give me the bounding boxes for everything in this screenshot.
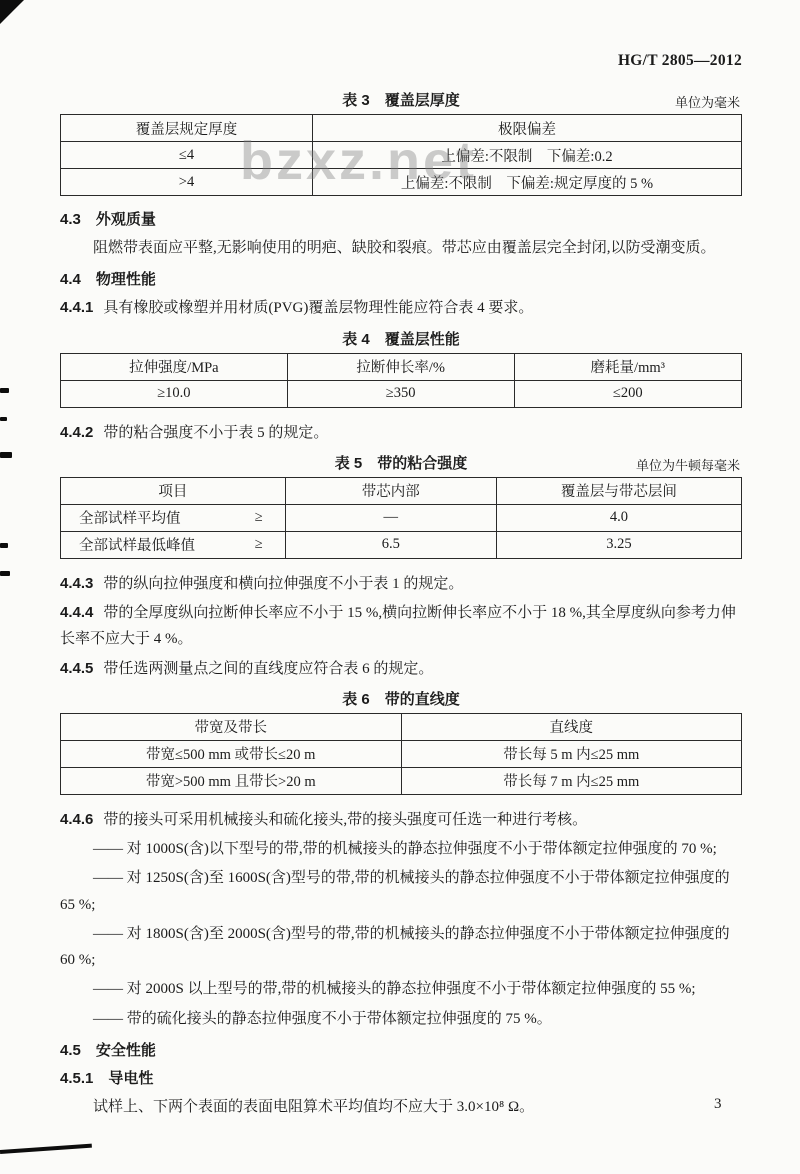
section-heading-4-3: 4.3 外观质量 xyxy=(60,211,156,228)
clause-4-4-6 xyxy=(60,807,742,833)
table-row xyxy=(61,767,742,794)
table-4-header-col2: 拉断伸长率/% xyxy=(287,353,514,380)
table-row xyxy=(61,740,742,767)
ge-symbol: ≥ xyxy=(254,509,263,526)
table-3 xyxy=(60,114,742,196)
table-3-unit-note: 单位为毫米 xyxy=(674,95,740,110)
scan-artifact-left-edge xyxy=(0,452,12,458)
scan-artifact-left-edge xyxy=(0,417,7,421)
section-heading-4-4: 4.4 物理性能 xyxy=(60,271,156,289)
paragraph-conductivity: 试样上、下两个表面的表面电阻算术平均值均不应大于 3.0×10⁸ Ω。 xyxy=(93,1098,535,1115)
clause-number: 4.4.1 xyxy=(60,299,94,317)
table-cell: 6.5 xyxy=(285,531,496,558)
table-4-header-col1: 拉伸强度/MPa xyxy=(61,353,288,380)
table-5-unit-note: 单位为牛顿每毫米 xyxy=(635,457,740,473)
page-number: 3 xyxy=(714,1096,722,1112)
clause-4-4-3 xyxy=(60,571,742,597)
table-cell: — xyxy=(285,504,496,531)
table-3-header-col1: 覆盖层规定厚度 xyxy=(61,115,313,142)
table-row xyxy=(61,504,742,531)
table-5-header-col2: 带芯内部 xyxy=(285,477,496,504)
table-3-header-col2: 极限偏差 xyxy=(312,115,741,142)
table-cell: 4.0 xyxy=(496,504,741,531)
scan-artifact-left-edge xyxy=(0,571,10,576)
table-5-header-col1: 项目 xyxy=(61,477,286,504)
dash-item: —— 对 1250S(含)至 1600S(含)型号的带,带的机械接头的静态拉伸强度不小于带体额定拉伸强度的 65 %; xyxy=(60,870,730,913)
table-4-caption: 表 4 覆盖层性能 xyxy=(342,330,460,348)
clause-text: 带的纵向拉伸强度和横向拉伸强度不小于表 1 的规定。 xyxy=(103,575,464,592)
dash-item: —— 对 1800S(含)至 2000S(含)型号的带,带的机械接头的静态拉伸强度不小于带体额定拉伸强度的 60 %; xyxy=(60,925,730,968)
standard-number: HG/T 2805—2012 xyxy=(617,52,742,69)
table-row xyxy=(61,142,742,169)
table-5-header-col3: 覆盖层与带芯层间 xyxy=(496,477,741,504)
scan-artifact-top-left-corner xyxy=(0,0,24,24)
table-4-caption-row xyxy=(60,325,742,351)
clause-text: 带的接头可采用机械接头和硫化接头,带的接头强度可任选一种进行考核。 xyxy=(103,811,588,828)
table-6-caption: 表 6 带的直线度 xyxy=(342,690,460,708)
ge-symbol: ≥ xyxy=(254,536,263,553)
clause-4-4-2 xyxy=(60,420,742,446)
table-5-caption-row xyxy=(60,449,742,475)
document-page xyxy=(60,52,742,1123)
clause-text: 带的粘合强度不小于表 5 的规定。 xyxy=(103,424,329,441)
watermark: bzxz.net xyxy=(240,131,478,191)
item-label-cell xyxy=(69,534,277,555)
table-6-header-col1: 带宽及带长 xyxy=(61,713,402,740)
clause-number: 4.4.2 xyxy=(60,423,94,441)
table-cell: 带宽>500 mm 且带长>20 m xyxy=(61,767,402,794)
section-heading-4-5: 4.5 安全性能 xyxy=(60,1041,156,1059)
item-label: 全部试样最低峰值 xyxy=(79,538,195,555)
scan-artifact-left-edge xyxy=(0,388,9,393)
table-cell xyxy=(61,531,286,558)
clause-number: 4.4.3 xyxy=(60,574,94,592)
clause-number: 4.4.5 xyxy=(60,659,94,677)
table-cell: ≤4 xyxy=(61,142,313,169)
clause-text: 具有橡胶或橡塑并用材质(PVG)覆盖层物理性能应符合表 4 要求。 xyxy=(103,300,534,317)
table-6-header-col2: 直线度 xyxy=(401,713,742,740)
table-row xyxy=(61,477,742,504)
scan-artifact-left-edge xyxy=(0,543,8,548)
table-6-caption-row xyxy=(60,685,742,711)
table-4 xyxy=(60,353,742,408)
table-cell: ≤200 xyxy=(514,380,741,407)
item-label: 全部试样平均值 xyxy=(79,511,181,528)
table-cell: 上偏差:不限制 下偏差:0.2 xyxy=(312,142,741,169)
dash-item: —— 带的硫化接头的静态拉伸强度不小于带体额定拉伸强度的 75 %。 xyxy=(93,1010,552,1027)
table-row xyxy=(61,353,742,380)
paragraph-4-3: 阻燃带表面应平整,无影响使用的明疤、缺胶和裂痕。带芯应由覆盖层完全封闭,以防受潮变质。 xyxy=(93,240,716,256)
clause-number: 4.4.4 xyxy=(60,604,94,621)
table-row xyxy=(61,115,742,142)
table-3-caption: 表 3 覆盖层厚度 xyxy=(342,92,460,109)
table-cell: >4 xyxy=(61,169,313,196)
table-row xyxy=(61,169,742,196)
dash-item: —— 对 1000S(含)以下型号的带,带的机械接头的静态拉伸强度不小于带体额定拉伸强度的 70 %; xyxy=(93,841,717,857)
table-cell: 带宽≤500 mm 或带长≤20 m xyxy=(61,740,402,767)
table-cell: 上偏差:不限制 下偏差:规定厚度的 5 % xyxy=(312,169,741,196)
dash-item: —— 对 2000S 以上型号的带,带的机械接头的静态拉伸强度不小于带体额定拉伸强度的 55 %; xyxy=(93,981,696,998)
table-3-caption-row xyxy=(60,86,742,112)
table-cell: ≥10.0 xyxy=(61,380,288,407)
clause-4-4-4 xyxy=(60,600,742,653)
table-5-caption: 表 5 带的粘合强度 xyxy=(334,454,468,472)
table-4-header-col3: 磨耗量/mm³ xyxy=(514,353,741,380)
clause-4-4-1 xyxy=(60,295,742,321)
clause-4-4-5 xyxy=(60,656,742,682)
table-cell: 带长每 7 m 内≤25 mm xyxy=(401,767,742,794)
section-heading-4-5-1: 4.5.1 导电性 xyxy=(60,1069,154,1087)
table-cell xyxy=(61,504,286,531)
scan-artifact-bottom-line xyxy=(0,1144,92,1154)
table-row xyxy=(61,713,742,740)
table-row xyxy=(61,380,742,407)
table-5 xyxy=(60,477,742,559)
clause-number: 4.4.6 xyxy=(60,810,94,828)
table-6 xyxy=(60,713,742,795)
clause-text: 带任选两测量点之间的直线度应符合表 6 的规定。 xyxy=(103,660,434,677)
table-cell: 3.25 xyxy=(496,531,741,558)
item-label-cell xyxy=(69,507,277,528)
table-cell: ≥350 xyxy=(287,380,514,407)
clause-text: 带的全厚度纵向拉断伸长率应不小于 15 %,横向拉断伸长率应不小于 18 %,其全厚度纵向参考力伸长率不应大于 4 %。 xyxy=(60,605,736,648)
table-cell: 带长每 5 m 内≤25 mm xyxy=(401,740,742,767)
table-row xyxy=(61,531,742,558)
